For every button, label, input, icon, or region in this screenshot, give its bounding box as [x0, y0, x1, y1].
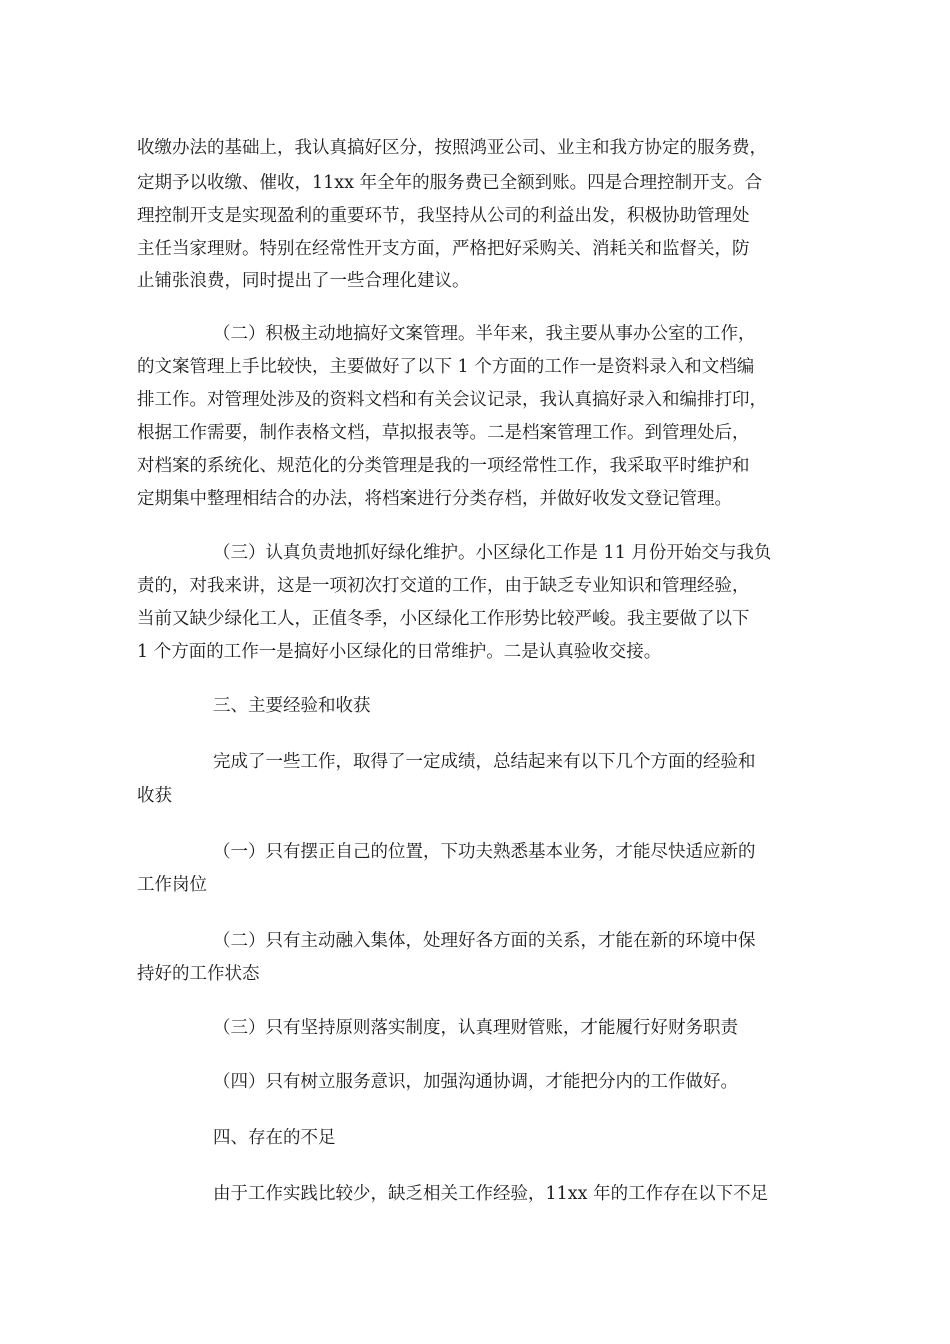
paragraph-shortcomings-line-1: 由于工作实践比较少，缺乏相关工作经验，11xx 年的工作存在以下不足: [213, 1184, 769, 1204]
paragraph-2-line-4: 根据工作需要，制作表格文档，草拟报表等。二是档案管理工作。到管理处后，: [137, 423, 750, 443]
paragraph-2-line-5: 对档案的系统化、规范化的分类管理是我的一项经常性工作，我采取平时维护和: [137, 456, 750, 476]
paragraph-1-line-1: 收缴办法的基础上，我认真搞好区分，按照鸿亚公司、业主和我方协定的服务费，: [137, 138, 767, 158]
section-heading-shortcomings: 四、存在的不足: [213, 1128, 336, 1148]
paragraph-2-line-2: 的文案管理上手比较快，主要做好了以下 1 个方面的工作一是资料录入和文档编: [137, 357, 755, 377]
experience-item-2-line-1: （二）只有主动融入集体，处理好各方面的关系，才能在新的环境中保: [213, 931, 756, 951]
experience-item-1-line-2: 工作岗位: [137, 875, 207, 895]
experience-item-1-line-1: （一）只有摆正自己的位置，下功夫熟悉基本业务，才能尽快适应新的: [213, 842, 756, 862]
paragraph-1-line-4: 主任当家理财。特别在经常性开支方面，严格把好采购关、消耗关和监督关，防: [137, 239, 750, 259]
experience-item-4: （四）只有树立服务意识，加强沟通协调，才能把分内的工作做好。: [213, 1072, 738, 1092]
paragraph-2-line-1: （二）积极主动地搞好文案管理。半年来，我主要从事办公室的工作，: [213, 324, 756, 344]
paragraph-3-line-1: （三）认真负责地抓好绿化维护。小区绿化工作是 11 月份开始交与我负: [213, 543, 772, 563]
experience-item-3: （三）只有坚持原则落实制度，认真理财管账，才能履行好财务职责: [213, 1018, 738, 1038]
experience-item-2-line-2: 持好的工作状态: [137, 964, 260, 984]
section-heading-experience: 三、主要经验和收获: [213, 696, 371, 716]
paragraph-summary-line-1: 完成了一些工作，取得了一定成绩，总结起来有以下几个方面的经验和: [213, 752, 756, 772]
paragraph-1-line-2: 定期予以收缴、催收，11xx 年全年的服务费已全额到账。四是合理控制开支。合: [137, 173, 763, 193]
paragraph-3-line-3: 当前又缺少绿化工人，正值冬季，小区绿化工作形势比较严峻。我主要做了以下: [137, 609, 750, 629]
paragraph-1-line-3: 理控制开支是实现盈利的重要环节，我坚持从公司的利益出发，积极协助管理处: [137, 206, 750, 226]
paragraph-2-line-3: 排工作。对管理处涉及的资料文档和有关会议记录，我认真搞好录入和编排打印，: [137, 390, 767, 410]
paragraph-2-line-6: 定期集中整理相结合的办法，将档案进行分类存档，并做好收发文登记管理。: [137, 489, 732, 509]
paragraph-3-line-2: 责的，对我来讲，这是一项初次打交道的工作，由于缺乏专业知识和管理经验，: [137, 576, 750, 596]
paragraph-1-line-5: 止铺张浪费，同时提出了一些合理化建议。: [137, 271, 470, 291]
paragraph-summary-line-2: 收获: [137, 786, 172, 806]
paragraph-3-line-4: 1 个方面的工作一是搞好小区绿化的日常维护。二是认真验收交接。: [137, 642, 662, 662]
